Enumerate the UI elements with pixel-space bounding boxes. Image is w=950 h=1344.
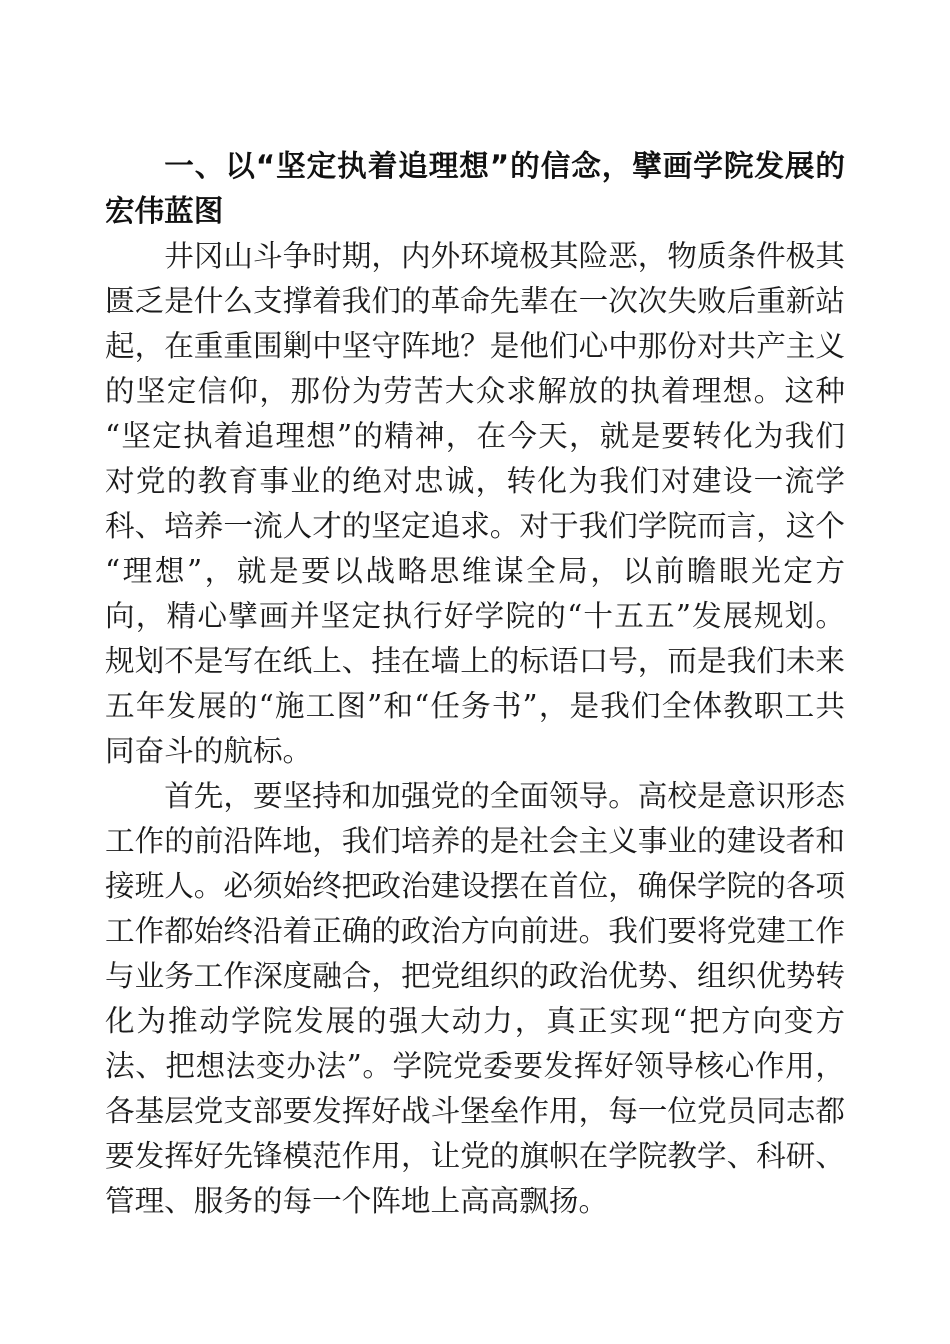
paragraph-jinggangshan-ideal: 井冈山斗争时期，内外环境极其险恶，物质条件极其匮乏是什么支撑着我们的革命先辈在一次次失败后重新站起，在重重围剿中坚守阵地？是他们心中那份对共产主义的坚定信仰，那份为劳苦大众求解放的执着理想。这种“坚定执着追理想”的精神，在今天，就是要转化为我们对党的教育事业的绝对忠诚，转化为我们对建设一流学科、培养一流人才的坚定追求。对于我们学院而言，这个“理想”，就是要以战略思维谋全局，以前瞻眼光定方向，精心擘画并坚定执行好学院的“十五五”发展规划。规划不是写在纸上、挂在墙上的标语口号，而是我们未来五年发展的“施工图”和“任务书”，是我们全体教职工共同奋斗的航标。 [105,239,845,768]
document-body [105,144,845,1224]
section-heading: 一、以“坚定执着追理想”的信念，擘画学院发展的宏伟蓝图 [105,149,845,228]
paragraph-party-leadership: 首先，要坚持和加强党的全面领导。高校是意识形态工作的前沿阵地，我们培养的是社会主义事业的建设者和接班人。必须始终把政治建设摆在首位，确保学院的各项工作都始终沿着正确的政治方向前进。我们要将党建工作与业务工作深度融合，把党组织的政治优势、组织优势转化为推动学院发展的强大动力，真正实现“把方向变方法、把想法变办法”。学院党委要发挥好领导核心作用，各基层党支部要发挥好战斗堡垒作用，每一位党员同志都要发挥好先锋模范作用，让党的旗帜在学院教学、科研、管理、服务的每一个阵地上高高飘扬。 [105,779,845,1218]
